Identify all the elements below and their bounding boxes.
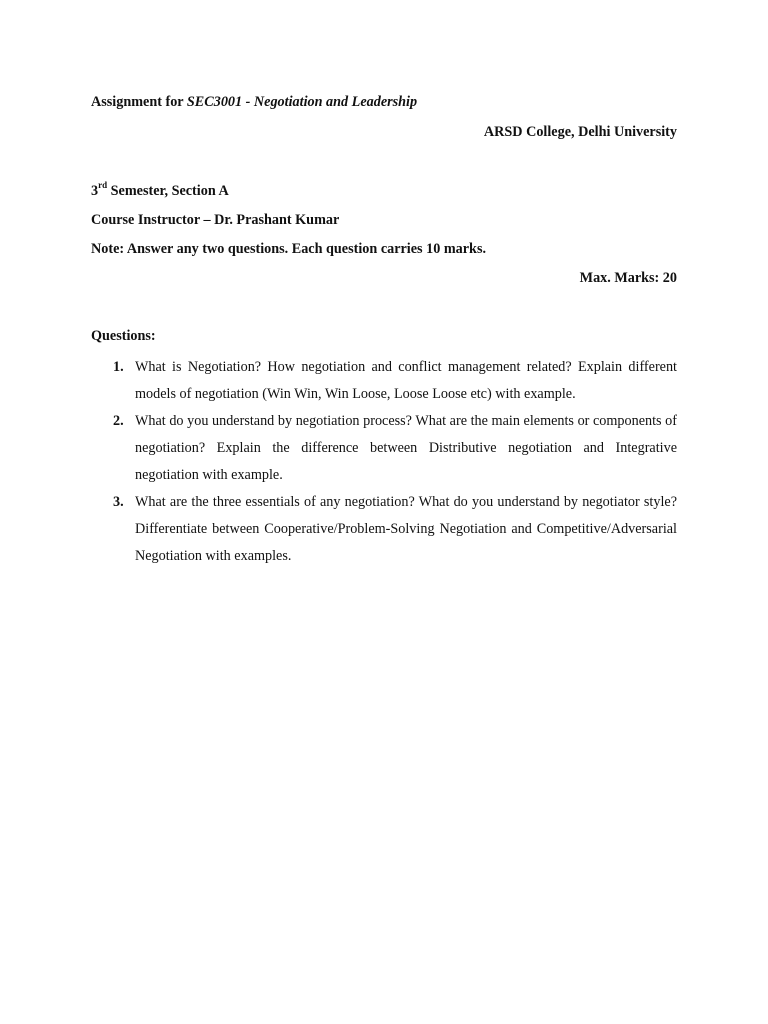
max-marks: Max. Marks: 20: [579, 270, 677, 286]
questions-heading: Questions:: [91, 328, 156, 344]
instructions-note: Note: Answer any two questions. Each question carries 10 marks.: [91, 241, 487, 257]
question-text: What do you understand by negotiation process? What are the main elements or components of negotiation? Explain the difference between Distributive negotiation and Integrative negotiation with example.: [135, 413, 677, 483]
question-item: [91, 354, 677, 408]
assignment-prefix: Assignment for: [91, 94, 187, 110]
question-text: What are the three essentials of any negotiation? What do you understand by negotiator style? Differentiate between Cooperative/Problem-Solving Negotiation and Competitive/Adversarial Negotiation with examples.: [135, 494, 677, 564]
question-item: [91, 408, 677, 489]
question-item: [91, 489, 677, 570]
question-number: 1.: [113, 359, 124, 375]
semester-number: 3: [91, 183, 99, 199]
question-text: What is Negotiation? How negotiation and conflict management related? Explain different models of negotiation (Win Win, Win Loose, Loose Loose etc) with example.: [135, 359, 677, 402]
question-number: 2.: [113, 413, 124, 429]
semester-suffix: rd: [98, 180, 108, 191]
semester-rest: Semester, Section A: [107, 183, 229, 199]
questions-list: [91, 354, 677, 570]
assignment-title: [91, 93, 677, 111]
course-code-title: SEC3001 - Negotiation and Leadership: [186, 94, 418, 110]
semester-section: [91, 182, 677, 200]
question-number: 3.: [113, 494, 124, 510]
college-name: ARSD College, Delhi University: [483, 124, 677, 140]
course-instructor: Course Instructor – Dr. Prashant Kumar: [91, 212, 340, 228]
